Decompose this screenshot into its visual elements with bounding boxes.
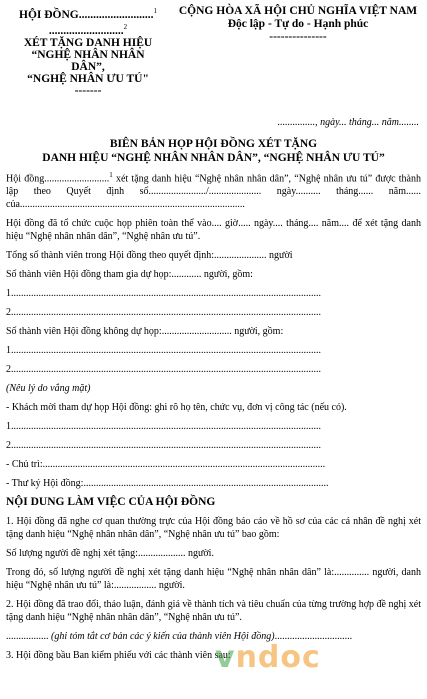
secretary-line: - Thư ký Hội đồng:.................................................................................................. — [6, 478, 329, 490]
national-header — [172, 5, 424, 44]
footnote-2: 2 — [123, 22, 128, 31]
attending-member-2: 2............................................................................................................................ — [6, 307, 321, 319]
absent-member-2: 2............................................................................................................................ — [6, 364, 321, 376]
paragraph-council-establishment: Hội đồng..........................$^1$ xét tặng danh hiệu “Nghệ nhân nhân dân”, “Nghệ nhân ưu tú” được thành lập theo Quyết định số......................./..................... ngày.......... tháng...... năm...... của.......................................................................................... — [6, 171, 421, 211]
council-divider: ------- — [74, 84, 102, 97]
paragraph-total-members: Tổng số thành viên trong Hội đồng theo quyết định:..................... người — [6, 250, 293, 262]
guest-2: 2............................................................................................................................ — [6, 440, 321, 452]
paragraph-item-2: 2. Hội đồng đã trao đổi, thảo luận, đánh giá về thành tích và tiêu chuẩn của từng trường hợp đề nghị xét tặng danh hiệu “Nghệ nhân nhân dân”, “Nghệ nhân ưu tú”. — [6, 599, 421, 624]
paragraph-attending-members: Số thành viên Hội đồng tham gia dự họp:............ người, gồm: — [6, 269, 253, 281]
paragraph-item-1: 1. Hội đồng đã nghe cơ quan thường trực của Hội đồng báo cáo về hồ sơ của các cá nhân đề nghị xét tặng danh hiệu “Nghệ nhân nhân dân”, “Nghệ nhân ưu tú” bao gồm: — [6, 516, 421, 541]
paragraph-nominee-breakdown: Trong đó, số lượng người đề nghị xét tặng danh hiệu “Nghệ nhân nhân dân” là:.............. người, danh hiệu “Nghệ nhân ưu tú” là:................. người. — [6, 567, 421, 592]
chairperson-line: - Chủ trì:................................................................................................................. — [6, 459, 326, 471]
footnote-1-ref: 1 — [109, 171, 113, 179]
country-name: CỘNG HÒA XÃ HỘI CHỦ NGHĨA VIỆT NAM — [178, 5, 418, 17]
absence-reason-note: (Nêu lý do vắng mặt) — [6, 383, 91, 395]
paragraph-meeting-time: Hội đồng đã tổ chức cuộc họp phiên toàn thể vào.... giờ..... ngày.... tháng.... năm.... để xét tặng danh hiệu “Nghệ nhân nhân dân”, “Nghệ nhân ưu tú”. — [6, 218, 421, 243]
guest-1: 1............................................................................................................................ — [6, 421, 321, 433]
council-title-line-4: “NGHỆ NHÂN ƯU TÚ" — [27, 72, 149, 85]
footnote-1: 1 — [153, 7, 157, 15]
attending-member-1: 1............................................................................................................................ — [6, 288, 321, 300]
document-title-line-2: DANH HIỆU “NGHỆ NHÂN NHÂN DÂN”, “NGHỆ NHÂN ƯU TÚ” — [42, 152, 385, 164]
section-heading-content: NỘI DUNG LÀM VIỆC CỦA HỘI ĐỒNG — [6, 496, 216, 509]
motto-divider: --------------- — [269, 31, 327, 43]
date-line: ..............., ngày... tháng... năm........ — [277, 117, 419, 128]
council-title-line-2: “NGHỆ NHÂN NHÂN — [31, 48, 145, 61]
paragraph-item-3: 3. Hội đồng bầu Ban kiểm phiếu với các thành viên sau: — [6, 650, 231, 662]
paragraph-nominee-count: Số lượng người đề nghị xét tặng:................... người. — [6, 548, 214, 560]
watermark-logo: vndoc — [215, 640, 321, 675]
paragraph-guests: - Khách mời tham dự họp Hội đồng: ghi rõ họ tên, chức vụ, đơn vị công tác (nếu có). — [6, 402, 347, 414]
absent-member-1: 1............................................................................................................................ — [6, 345, 321, 357]
council-name-line: HỘI ĐỒNG..........................$^1$ — [19, 7, 157, 21]
council-title-line-1: XÉT TẶNG DANH HIỆU — [23, 36, 153, 49]
council-subname-line: ..........................$^2$ — [48, 22, 128, 37]
motto: Độc lập - Tự do - Hạnh phúc — [227, 18, 369, 30]
paragraph-opinion-summary: ................. (ghi tóm tắt cơ bản các ý kiến của thành viên Hội đồng)............................... — [6, 631, 353, 643]
council-title-line-3: DÂN”, — [71, 60, 105, 73]
document-body — [6, 169, 421, 668]
paragraph-absent-members: Số thành viên Hội đồng không dự họp:............................ người, gồm: — [6, 326, 284, 338]
council-header — [8, 5, 168, 97]
document-title-line-1: BIÊN BẢN HỌP HỘI ĐỒNG XÉT TẶNG — [109, 138, 318, 150]
